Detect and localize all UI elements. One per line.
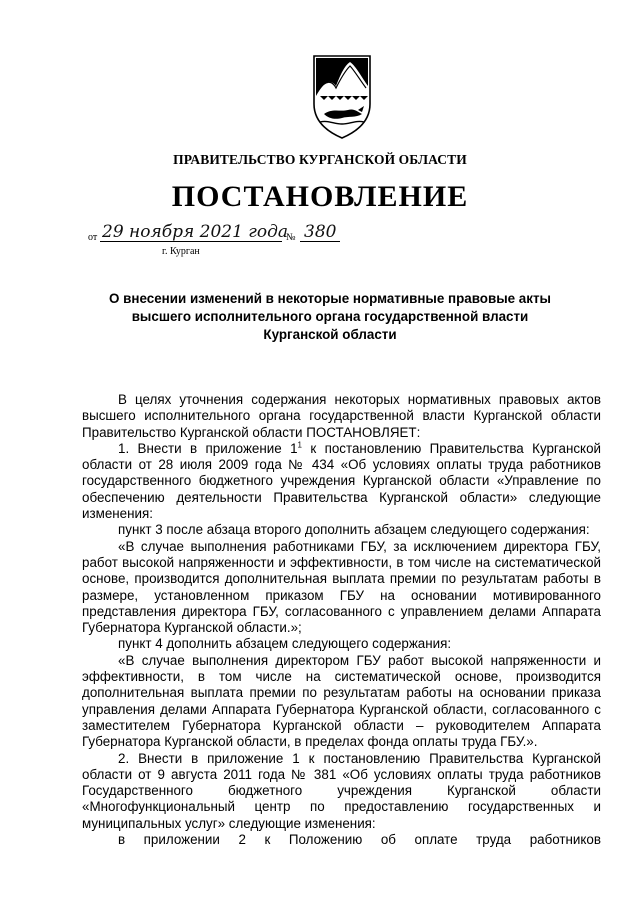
paragraph-appendix-2: в приложении 2 к Положению об оплате труда работников — [118, 832, 601, 848]
item-1-prefix: 1. Внести в приложение 1 — [118, 440, 298, 456]
paragraph-quote-1: «В случае выполнения работниками ГБУ, за исключением директора ГБУ, работ высокой напряженности и эффективности, в том числе на систематической основе, производится дополнительная выплата премии по результатам работы в размере, установленном приказом ГБУ на основании мотивированного представления директора ГБУ, согласованного с управлением делами Аппарата Губернатора Курганской области.»; — [82, 538, 601, 636]
item-1-superscript: 1 — [297, 440, 302, 450]
date-from-label: от — [88, 232, 98, 243]
handwritten-number: 380 — [304, 222, 337, 242]
item-1-text: к постановлению Правительства Курганской области от 28 июля 2009 года № 434 «Об условиях оплаты труда работников государственного бюджетного учреждения Курганской области «Управление по обеспечению деятельности Правительства Курганской области» следующие изменения: — [82, 440, 601, 522]
document-heading — [100, 290, 560, 344]
number-label: № — [286, 232, 296, 243]
coat-of-arms-icon — [304, 52, 380, 140]
paragraph-preamble: В целях уточнения содержания некоторых нормативных правовых актов высшего исполнительного органа государственной власти Курганской области Правительство Курганской области ПОСТАНОВЛЯЕТ: — [82, 392, 601, 440]
handwritten-date: 29 ноября 2021 года — [102, 222, 289, 242]
document-type: ПОСТАНОВЛЕНИЕ — [171, 180, 469, 213]
heading-line-3: Курганской области — [263, 327, 397, 342]
number-underline — [300, 241, 340, 242]
dateline — [88, 222, 388, 262]
paragraph-item-1 — [82, 441, 601, 522]
paragraph-point-3: пункт 3 после абзаца второго дополнить абзацем следующего содержания: — [118, 522, 590, 538]
city-label: г. Курган — [162, 246, 200, 257]
document-body — [82, 392, 601, 848]
paragraph-point-4: пункт 4 дополнить абзацем следующего содержания: — [118, 636, 452, 652]
government-name: ПРАВИТЕЛЬСТВО КУРГАНСКОЙ ОБЛАСТИ — [173, 152, 467, 167]
paragraph-quote-2: «В случае выполнения директором ГБУ работ высокой напряженности и эффективности, в том числе на систематической основе, производится дополнительная выплата премии по результатам работы на основании приказа управления делами Аппарата Губернатора Курганской области, согласованного с заместителем Губернатора Курганской области – руководителем Аппарата Губернатора Курганской области, в пределах фонда оплаты труда ГБУ.». — [82, 652, 601, 750]
heading-line-1: О внесении изменений в некоторые нормативные правовые акты — [109, 291, 551, 306]
paragraph-item-2: 2. Внести в приложение 1 к постановлению Правительства Курганской области от 9 августа 2011 года № 381 «Об условиях оплаты труда работников Государственного бюджетного учреждения Курганской области «Многофункциональный центр по предоставлению государственных и муниципальных услуг» следующие изменения: — [82, 750, 601, 831]
date-underline — [100, 241, 282, 242]
heading-line-2: высшего исполнительного органа государственной власти — [131, 309, 529, 324]
